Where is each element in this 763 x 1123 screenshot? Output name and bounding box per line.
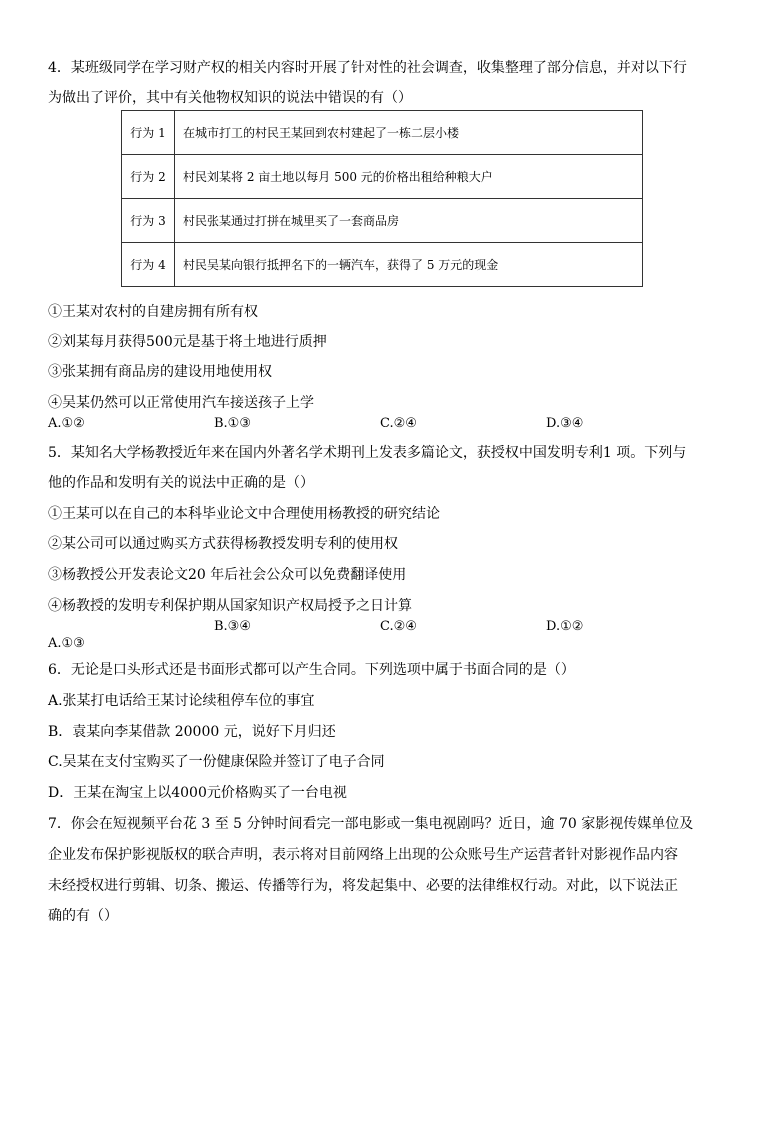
q6-option-c[interactable]: C.吴某在支付宝购买了一份健康保险并签订了电子合同 [48, 754, 385, 770]
q7-stem-line-3: 未经授权进行剪辑、切条、搬运、传播等行为，将发起集中、必要的法律维权行动。对此，以下说法正 [48, 878, 678, 894]
table-row [122, 155, 643, 199]
q5-statement-4: ④杨教授的发明专利保护期从国家知识产权局授予之日计算 [48, 598, 412, 614]
behavior-label: 行为 3 [122, 199, 175, 243]
q4-option-a[interactable]: A.①② [48, 416, 85, 431]
q4-behavior-table [121, 110, 643, 287]
q4-option-d[interactable]: D.③④ [546, 416, 584, 431]
behavior-text: 在城市打工的村民王某回到农村建起了一栋二层小楼 [175, 111, 643, 155]
q4-option-c[interactable]: C.②④ [380, 416, 417, 431]
q7-stem-line-4: 确的有（） [48, 908, 118, 924]
q5-option-b[interactable]: B.③④ [214, 619, 251, 634]
behavior-text: 村民吴某向银行抵押名下的一辆汽车，获得了 5 万元的现金 [175, 243, 643, 287]
q4-statement-2: ②刘某每月获得500元是基于将土地进行质押 [48, 334, 327, 350]
table-row [122, 243, 643, 287]
table-row [122, 199, 643, 243]
q6-option-a[interactable]: A.张某打电话给王某讨论续租停车位的事宜 [48, 693, 315, 709]
q6-option-b[interactable]: B．袁某向李某借款 20000 元，说好下月归还 [48, 724, 336, 740]
q7-stem-line-1: 7．你会在短视频平台花 3 至 5 分钟时间看完一部电影或一集电视剧吗？近日，逾 70 家影视传媒单位及 [48, 816, 694, 832]
q6-option-d[interactable]: D．王某在淘宝上以4000元价格购买了一台电视 [48, 785, 347, 801]
table-row [122, 111, 643, 155]
q4-statement-3: ③张某拥有商品房的建设用地使用权 [48, 364, 272, 380]
q5-statement-3: ③杨教授公开发表论文20 年后社会公众可以免费翻译使用 [48, 567, 407, 583]
q4-statement-4: ④吴某仍然可以正常使用汽车接送孩子上学 [48, 395, 314, 411]
q4-stem-line-1: 4．某班级同学在学习财产权的相关内容时开展了针对性的社会调查，收集整理了部分信息，并对以下行 [48, 60, 687, 76]
behavior-label: 行为 2 [122, 155, 175, 199]
q4-option-b[interactable]: B.①③ [214, 416, 251, 431]
behavior-text: 村民张某通过打拼在城里买了一套商品房 [175, 199, 643, 243]
q5-option-c[interactable]: C.②④ [380, 619, 417, 634]
q6-stem: 6．无论是口头形式还是书面形式都可以产生合同。下列选项中属于书面合同的是（） [48, 662, 575, 678]
q5-option-a[interactable]: A.①③ [48, 636, 85, 651]
q5-options-row-2 [48, 634, 728, 654]
q5-stem-line-2: 他的作品和发明有关的说法中正确的是（） [48, 475, 314, 491]
behavior-label: 行为 1 [122, 111, 175, 155]
q5-option-d[interactable]: D.①② [546, 619, 584, 634]
q5-stem-line-1: 5．某知名大学杨教授近年来在国内外著名学术期刊上发表多篇论文，获授权中国发明专利1 项。下列与 [48, 445, 687, 461]
behavior-text: 村民刘某将 2 亩土地以每月 500 元的价格出租给种粮大户 [175, 155, 643, 199]
q4-stem-line-2: 为做出了评价，其中有关他物权知识的说法中错误的有（） [48, 90, 412, 106]
q5-statement-2: ②某公司可以通过购买方式获得杨教授发明专利的使用权 [48, 536, 398, 552]
q7-stem-line-2: 企业发布保护影视版权的联合声明，表示将对目前网络上出现的公众账号生产运营者针对影视作品内容 [48, 847, 678, 863]
q5-statement-1: ①王某可以在自己的本科毕业论文中合理使用杨教授的研究结论 [48, 506, 440, 522]
q4-statement-1: ①王某对农村的自建房拥有所有权 [48, 304, 258, 320]
behavior-label: 行为 4 [122, 243, 175, 287]
q4-options [48, 414, 728, 434]
